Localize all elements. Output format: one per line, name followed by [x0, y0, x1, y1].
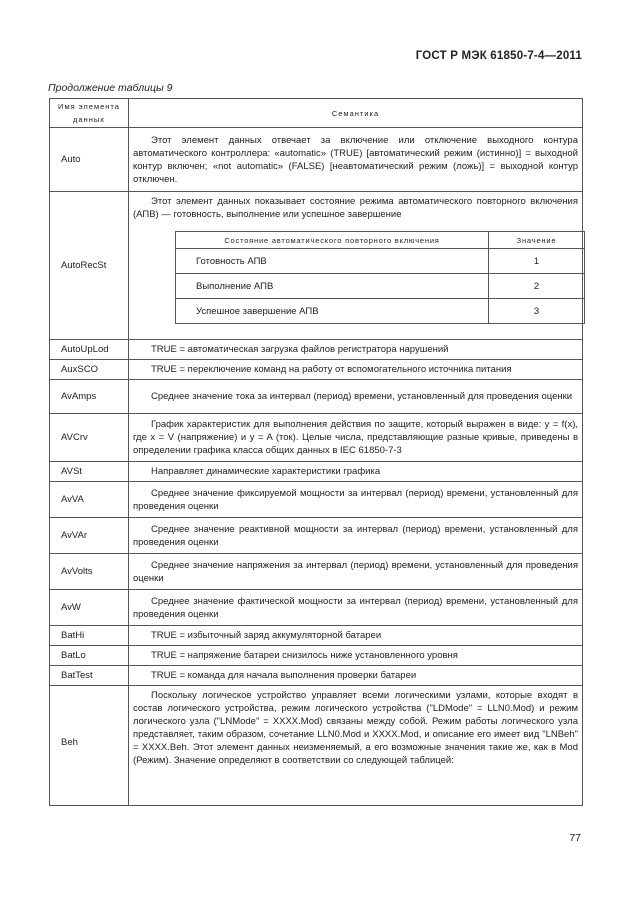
element-name: AVSt	[50, 462, 129, 482]
table-row	[50, 518, 583, 554]
element-semantics: Среднее значение тока за интервал (период) времени, установленный для проведения оценки	[151, 391, 573, 402]
inner-row	[176, 249, 585, 274]
element-semantics: Среднее значение напряжения за интервал (период) времени, установленный для проведения оценки	[133, 559, 578, 584]
element-semantics: Среднее значение фиксируемой мощности за интервал (период) времени, установленный для проведения оценки	[133, 487, 578, 512]
element-name: AvVA	[50, 482, 129, 518]
inner-state: Выполнение АПВ	[176, 274, 489, 299]
inner-value: 3	[489, 299, 585, 324]
table-row	[50, 414, 583, 462]
element-name: AutoUpLod	[50, 340, 129, 360]
column-header-semantics: Семантика	[129, 99, 583, 128]
element-name: Auto	[50, 128, 129, 192]
element-semantics: TRUE = избыточный заряд аккумуляторной батареи	[151, 630, 382, 641]
element-semantics: Среднее значение реактивной мощности за интервал (период) времени, установленный для проведения оценки	[133, 523, 578, 548]
element-semantics: Поскольку логическое устройство управляет всеми логическими узлами, которые входят в состав логического устройства, режим логического устройства ("LDMode" = LLN0.Mod) и режим логического узла ("LNMode" = XXXX.Mod) связаны между собой. Режим работы логического узла представляет, таким образом, сочетание LLN0.Mod и XXXX.Mod, и описание его имеет вид "LNBeh" = XXXX.Beh. Этот элемент данных неизменяемый, а его возможные значения такие же, как в Mod (Режим). Значение определяют в соответствии со следующей таблицей:	[133, 690, 578, 766]
table-caption: Продолжение таблицы 9	[48, 82, 173, 94]
element-semantics: TRUE = автоматическая загрузка файлов регистратора нарушений	[151, 344, 449, 355]
table-row	[50, 340, 583, 360]
table-row	[50, 686, 583, 806]
element-name: AvW	[50, 590, 129, 626]
table-row	[50, 590, 583, 626]
inner-row	[176, 299, 585, 324]
element-semantics: TRUE = переключение команд на работу от вспомогательного источника питания	[151, 364, 512, 375]
inner-header-state: Состояние автоматического повторного включения	[176, 232, 489, 249]
element-name: Beh	[50, 686, 129, 806]
inner-state: Успешное завершение АПВ	[176, 299, 489, 324]
inner-value: 2	[489, 274, 585, 299]
inner-row	[176, 274, 585, 299]
element-name: AvVAr	[50, 518, 129, 554]
data-elements-table	[49, 98, 583, 806]
inner-header-row	[176, 232, 585, 249]
table-row	[50, 462, 583, 482]
element-semantics: TRUE = команда для начала выполнения проверки батареи	[151, 670, 417, 681]
element-name: AvAmps	[50, 380, 129, 414]
element-semantics: Направляет динамические характеристики графика	[151, 466, 381, 477]
table-row	[50, 380, 583, 414]
document-standard-header: ГОСТ Р МЭК 61850-7-4—2011	[415, 50, 582, 62]
element-name: AutoRecSt	[50, 192, 129, 340]
element-semantics: Среднее значение фактической мощности за интервал (период) времени, установленный для проведения оценки	[133, 595, 578, 620]
page-number: 77	[569, 832, 581, 844]
element-semantics: Этот элемент данных отвечает за включение или отключение выходного контура автоматического контроллера: «automatic» (TRUE) [автоматический режим (истинно)] = выходной контур включен; «not automatic» (FALSE) [неавтоматический режим (ложь)] = выходной контур отключен.	[133, 134, 578, 185]
table-row	[50, 360, 583, 380]
table-row	[50, 626, 583, 646]
element-name: AVCrv	[50, 414, 129, 462]
element-semantics: График характеристик для выполнения действия по защите, который выражен в виде: y = f(x), где x = V (напряжение) и y = A (ток). Целые числа, представляющие разные кривые, приведены в определении графика класса общих данных в IEC 61850-7-3	[133, 419, 578, 456]
inner-header-value: Значение	[489, 232, 585, 249]
table-row	[50, 192, 583, 340]
autorec-state-table	[175, 231, 585, 324]
column-header-name: Имя элемента данных	[50, 99, 129, 128]
table-header-row	[50, 99, 583, 128]
element-name: BatHi	[50, 626, 129, 646]
inner-state: Готовность АПВ	[176, 249, 489, 274]
table-row	[50, 554, 583, 590]
element-name: BatTest	[50, 666, 129, 686]
element-name: BatLo	[50, 646, 129, 666]
table-row	[50, 646, 583, 666]
element-semantics: Этот элемент данных показывает состояние режима автоматического повторного включения (АПВ) — готовность, выполнение или успешное завершение	[133, 196, 578, 220]
table-row	[50, 666, 583, 686]
element-semantics: TRUE = напряжение батареи снизилось ниже установленного уровня	[151, 650, 458, 661]
table-row	[50, 482, 583, 518]
element-name: AvVolts	[50, 554, 129, 590]
table-row	[50, 128, 583, 192]
inner-value: 1	[489, 249, 585, 274]
element-name: AuxSCO	[50, 360, 129, 380]
